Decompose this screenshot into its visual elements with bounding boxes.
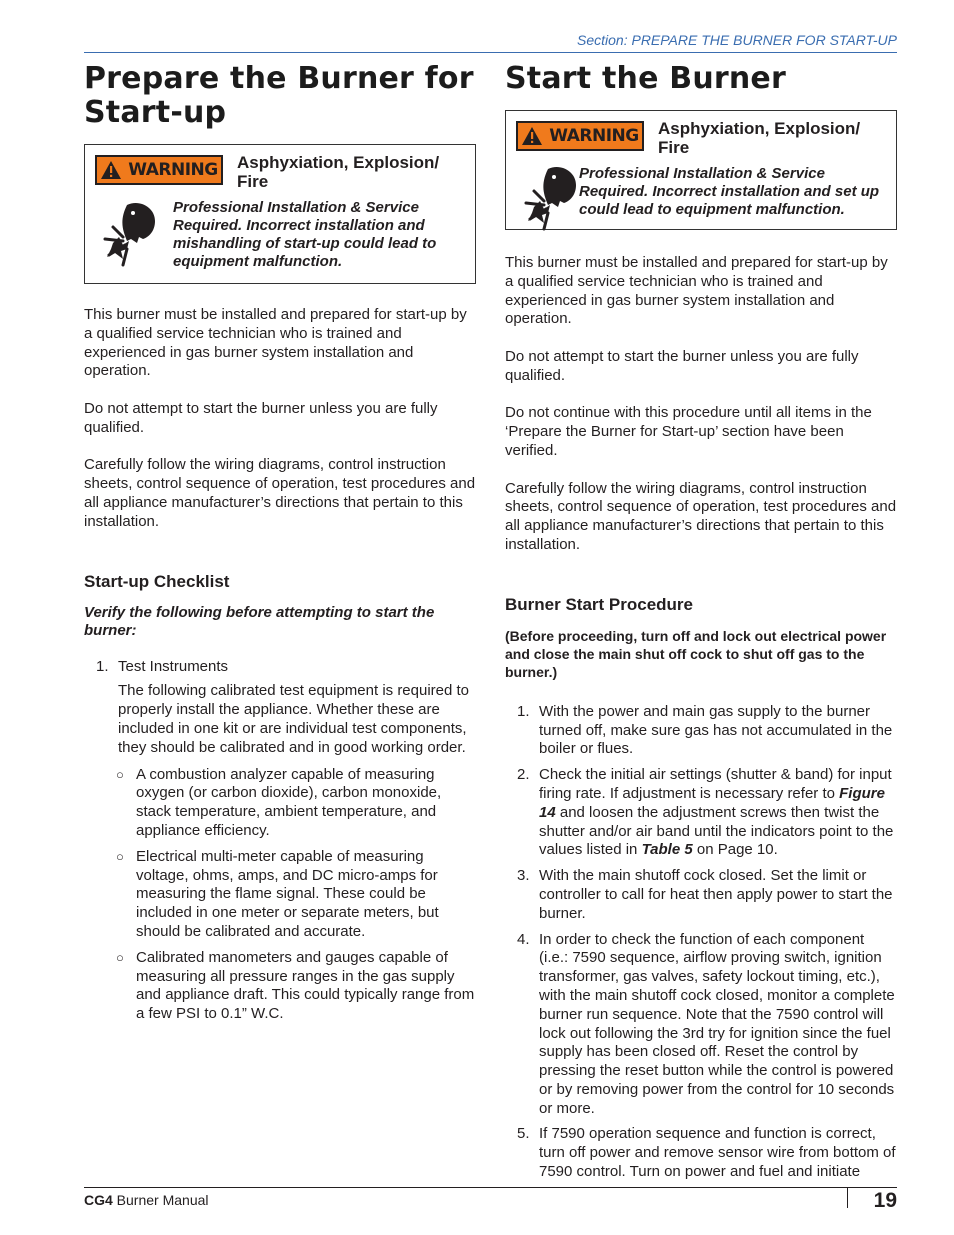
footer-divider bbox=[847, 1188, 848, 1208]
step-text: If 7590 operation sequence and function is correct, turn off power and remove sensor wire from bottom of 7590 control. Turn on power and fuel and initiate bbox=[539, 1125, 896, 1181]
sub-list-item bbox=[84, 848, 476, 942]
list-item-desc: The following calibrated test equipment is required to properly install the appliance. Whether these are included in one kit or are individual test components, they should be calibrated and in good working order. bbox=[118, 682, 470, 756]
sub-list-item bbox=[84, 949, 476, 1024]
list-number: 3. bbox=[517, 867, 530, 885]
section-header: Section: PREPARE THE BURNER FOR START-UP bbox=[84, 32, 897, 53]
paragraph: Do not attempt to start the burner unless you are fully qualified. bbox=[505, 347, 859, 384]
warning-text: Professional Installation & Service Required. Incorrect installation and set up could lead to equipment malfunction. bbox=[579, 165, 880, 218]
warning-box bbox=[84, 144, 476, 284]
warning-title: Asphyxiation, Explosion/ Fire bbox=[237, 153, 440, 191]
warning-title: Asphyxiation, Explosion/ Fire bbox=[658, 119, 861, 157]
list-item bbox=[505, 703, 897, 759]
step-text: on Page 10. bbox=[692, 841, 778, 859]
table-reference: Table 5 bbox=[641, 841, 693, 859]
page-footer bbox=[84, 1187, 897, 1212]
list-item bbox=[505, 766, 897, 860]
list-number: 1. bbox=[517, 702, 530, 720]
warning-triangle-icon bbox=[100, 160, 122, 180]
circle-bullet-icon: ○ bbox=[116, 949, 124, 965]
warning-badge bbox=[95, 155, 223, 185]
explosion-hazard-icon bbox=[93, 197, 165, 269]
list-item bbox=[505, 867, 897, 923]
warning-triangle-icon bbox=[521, 126, 543, 146]
left-column bbox=[84, 62, 476, 1024]
page-number: 19 bbox=[873, 1189, 897, 1212]
sub-list-text: Calibrated manometers and gauges capable of measuring all pressure ranges in the gas supply and appliance draft. This could typically range from a few PSI to 0.1” W.C. bbox=[136, 948, 475, 1023]
checklist-lead: Verify the following before attempting to start the burner: bbox=[84, 603, 435, 639]
warning-label: WARNING bbox=[549, 126, 639, 146]
paragraph: This burner must be installed and prepared for start-up by a qualified service technician who is trained and experienced in gas burner system installation and operation. bbox=[84, 306, 467, 380]
figure-reference: Figure 14 bbox=[539, 784, 885, 821]
circle-bullet-icon: ○ bbox=[116, 766, 124, 782]
list-item bbox=[505, 1125, 897, 1181]
paragraph: This burner must be installed and prepared for start-up by a qualified service technician who is trained and experienced in gas burner system installation and operation. bbox=[505, 254, 888, 328]
paragraph: Do not attempt to start the burner unless you are fully qualified. bbox=[84, 399, 438, 436]
manual-name: CG4 Burner Manual bbox=[84, 1192, 209, 1208]
checklist-heading: Start-up Checklist bbox=[84, 571, 230, 591]
page-title-prepare: Prepare the Burner for Start-up bbox=[84, 61, 474, 130]
list-number: 5. bbox=[517, 1125, 530, 1143]
step-text: Check the initial air settings (shutter & band) for input firing rate. If adjustment is necessary refer to bbox=[539, 766, 892, 802]
list-item-label: Test Instruments bbox=[118, 657, 229, 675]
step-text: With the power and main gas supply to the burner turned off, make sure gas has not accumulated in the boiler or flues. bbox=[539, 702, 893, 758]
list-number: 1. bbox=[96, 657, 109, 675]
circle-bullet-icon: ○ bbox=[116, 848, 124, 864]
paragraph: Do not continue with this procedure until all items in the ‘Prepare the Burner for Start-up’ section have been verified. bbox=[505, 404, 872, 459]
list-number: 2. bbox=[517, 766, 530, 784]
sub-list-text: Electrical multi-meter capable of measuring voltage, ohms, amps, and DC micro-amps for measuring the flame signal. These could be included in one meter or separate meters, but should be calibrated and accurate. bbox=[136, 847, 439, 940]
paragraph: Carefully follow the wiring diagrams, control instruction sheets, control sequence of operation, test procedures and all appliance manufacturer’s directions that pertain to this installation. bbox=[505, 479, 897, 553]
step-text: With the main shutoff cock closed. Set the limit or controller to call for heat then apply power to start the burner. bbox=[539, 867, 893, 922]
page-title-start: Start the Burner bbox=[505, 61, 786, 96]
paragraph: Carefully follow the wiring diagrams, control instruction sheets, control sequence of operation, test procedures and all appliance manufacturer’s directions that pertain to this installation. bbox=[84, 456, 476, 530]
step-text: In order to check the function of each component (i.e.: 7590 sequence, airflow proving switch, ignition transformer, gas valves, safety lockout timing, etc.), with the main shutoff cock closed, monitor a complete burner run sequence. Note that the 7590 control will lock out following the 3rd try for ignition since the fuel supply has been closed off. Reset the control by pressing the reset button while the control is powered or by removing power from the control for 10 seconds or more. bbox=[539, 930, 895, 1117]
warning-badge bbox=[516, 121, 644, 151]
procedure-heading: Burner Start Procedure bbox=[505, 594, 693, 614]
sub-list-item bbox=[84, 766, 476, 841]
explosion-hazard-icon bbox=[514, 161, 586, 233]
list-item bbox=[505, 931, 897, 1119]
checklist bbox=[84, 658, 476, 758]
list-number: 4. bbox=[517, 930, 530, 948]
right-column bbox=[505, 62, 897, 1182]
list-item bbox=[84, 658, 476, 758]
warning-text: Professional Installation & Service Required. Incorrect installation and mishandling of start-up could lead to equipment malfunction. bbox=[173, 199, 437, 270]
sub-list-text: A combustion analyzer capable of measuring oxygen (or carbon dioxide), carbon monoxide, stack temperature, ambient temperature, and appliance efficiency. bbox=[136, 765, 442, 839]
warning-label: WARNING bbox=[128, 160, 218, 180]
warning-box bbox=[505, 110, 897, 230]
step-text: and loosen the adjustment screws then twist the shutter and/or air band until the indicators point to the values listed in bbox=[539, 803, 894, 859]
procedure-lead: (Before proceeding, turn off and lock out electrical power and close the main shut off cock to shut off gas to the burner.) bbox=[505, 627, 887, 680]
procedure-steps bbox=[505, 703, 897, 1182]
